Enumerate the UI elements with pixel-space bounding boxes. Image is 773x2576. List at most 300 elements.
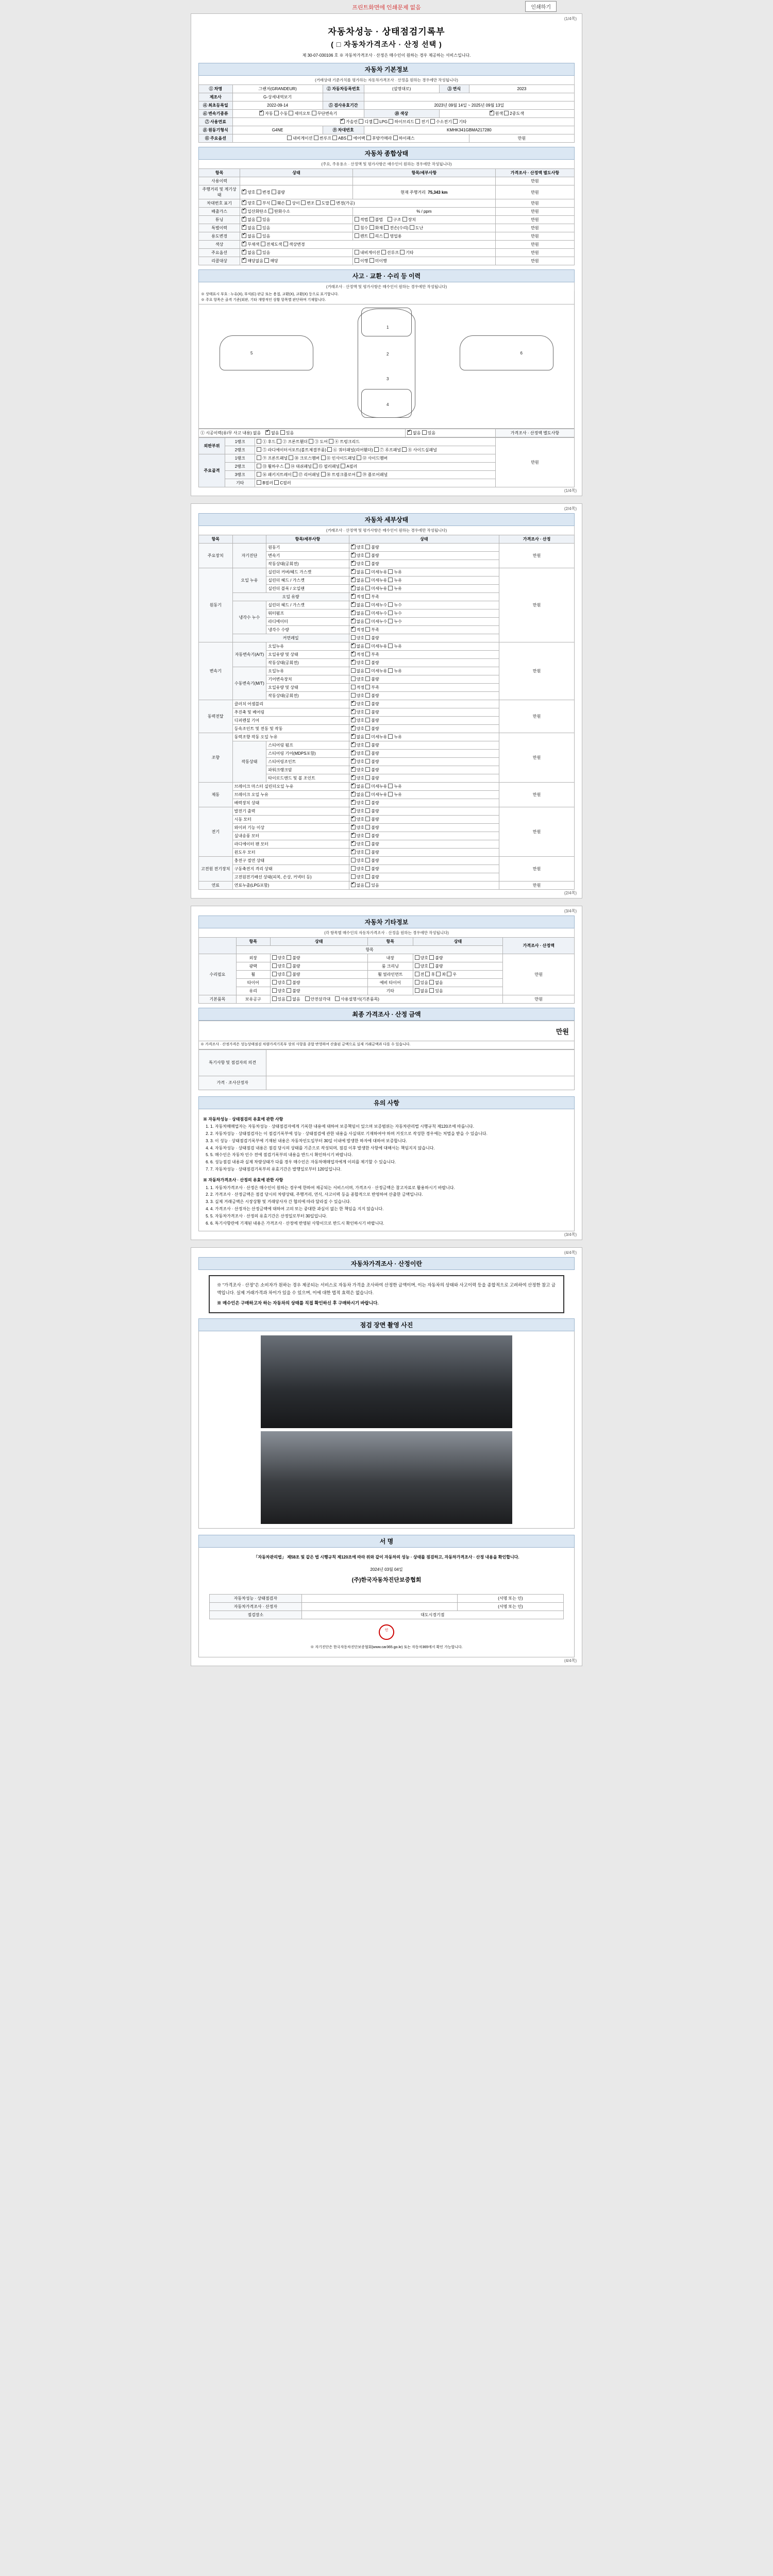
checkbox-mt-leak-none[interactable] (351, 668, 356, 673)
value-fuel-options[interactable]: ✔ 가솔린 디젤 LPG 하이브리드 전기 수소전기 기타 (232, 118, 574, 126)
checkbox-mileage-bad[interactable] (272, 190, 276, 194)
checkbox-glass-good[interactable] (272, 988, 277, 993)
checkbox-polish-good[interactable] (272, 963, 277, 968)
state-commonrail[interactable]: 양호 불량 (349, 634, 499, 642)
checkbox-part-package-tray[interactable] (257, 472, 261, 477)
checkbox-emission-hc[interactable] (268, 209, 273, 213)
state-trans-diag[interactable]: ✔ 양호 불량 (349, 552, 499, 560)
checkbox-part-inside-panel[interactable] (321, 455, 326, 460)
checkbox-tire-good[interactable] (272, 980, 277, 985)
state-clutch[interactable]: ✔ 양호 불량 (349, 700, 499, 708)
checkbox-blower-bad[interactable] (365, 833, 370, 838)
checkbox-fuel-etc[interactable] (453, 119, 458, 124)
state-ps-leak[interactable]: ✔ 없음 미세누유 누유 (349, 733, 499, 741)
checkbox-part-side-member[interactable] (357, 455, 361, 460)
checkbox-window-motor-good[interactable] (351, 850, 356, 854)
checkbox-steering-gear-good[interactable] (351, 751, 356, 755)
row-emission-state[interactable]: ✔ 일산화탄소 탄화수소 (240, 208, 353, 216)
car-damage-diagram[interactable] (198, 304, 575, 429)
checkbox-power-crank-good[interactable] (351, 767, 356, 772)
checkbox-part-door[interactable] (309, 439, 313, 444)
checkbox-commonrail-good[interactable] (351, 635, 356, 640)
checkbox-spare-yes[interactable] (415, 980, 419, 985)
checkbox-part-radiator-support[interactable] (257, 447, 261, 452)
checkbox-brake-master-none[interactable] (351, 784, 356, 788)
checkbox-brake-oil-minor[interactable] (365, 792, 370, 796)
state-tierod[interactable]: ✔ 양호 불량 (349, 774, 499, 783)
checkbox-cvjoint-good[interactable] (351, 726, 356, 731)
state-oil-cover[interactable]: ✔ 없음 미세누유 누유 (349, 568, 499, 577)
checkbox-hv-battery-good[interactable] (351, 866, 356, 871)
row-mainopt-detail[interactable]: 내비게이션 선루프 기타 (352, 249, 495, 257)
checkbox-mt-idle-bad[interactable] (365, 693, 370, 698)
state-wiper[interactable]: ✔ 양호 불량 (349, 824, 499, 832)
parts-frame-rank3-items[interactable]: ⑯ 패키지트레이 ⑰ 리어패널 ⑱ 트렁크플로어 ⑲ 플로어패널 (255, 471, 496, 479)
section-sign-title: 서 명 (198, 1535, 575, 1548)
checkbox-vin-forged[interactable] (301, 200, 306, 205)
checkbox-mileage-changed[interactable] (257, 190, 261, 194)
accident-parts-table (198, 437, 575, 487)
checkbox-part-pillar-panel[interactable] (313, 464, 317, 468)
checkbox-booster-bad[interactable] (365, 800, 370, 805)
accident-legend-left[interactable] (199, 429, 406, 437)
checkbox-recall-notdone[interactable] (369, 258, 374, 263)
checkbox-fuel-leak-none[interactable] (351, 883, 356, 887)
checkbox-oil-amount-low[interactable] (365, 594, 370, 599)
checkbox-fuel-ev[interactable] (415, 119, 420, 124)
state-hv-battery[interactable]: 양호 불량 (349, 865, 499, 873)
row-recall-detail[interactable]: 이행 미이행 (352, 257, 495, 265)
checkbox-color-none[interactable] (242, 242, 246, 246)
checkbox-at-idle-bad[interactable] (365, 660, 370, 665)
checkbox-trans-diag-good[interactable] (351, 553, 356, 557)
checkbox-fuel-leak-yes[interactable] (365, 883, 370, 887)
checkbox-exterior-good[interactable] (272, 955, 277, 960)
etc-state-polish[interactable]: 양호 불량 (270, 962, 368, 971)
checkbox-oil-cover-none[interactable] (351, 569, 356, 574)
etc-state-interior[interactable]: 양호 불량 (413, 954, 503, 962)
checkbox-tierod-good[interactable] (351, 775, 356, 780)
checkbox-exterior-bad[interactable] (287, 955, 291, 960)
checkbox-mt-idle-good[interactable] (351, 693, 356, 698)
checkbox-tuning-yes[interactable] (257, 217, 261, 222)
checkbox-radiator-none[interactable] (351, 619, 356, 623)
state-booster[interactable]: ✔ 양호 불량 (349, 799, 499, 807)
checkbox-tuning-structure[interactable] (388, 217, 392, 222)
checkbox-vin-diff[interactable] (286, 200, 291, 205)
checkbox-opt-nav[interactable] (287, 135, 292, 140)
state-mt-idle[interactable]: 양호 불량 (349, 692, 499, 700)
checkbox-starter-good[interactable] (351, 817, 356, 821)
checkbox-alternator-bad[interactable] (365, 808, 370, 813)
checkbox-mainopt-etc[interactable] (400, 250, 405, 255)
checkbox-part-floor-panel[interactable] (357, 472, 361, 477)
parts-frame-rank2-items[interactable]: ⑬ 휠하우스 ⑭ 대쉬패널 ⑮ 필러패널 A필러 (255, 463, 496, 471)
row-tuning-detail[interactable]: 적법 불법 구조 장치 (352, 216, 495, 224)
checkbox-wheel-good[interactable] (272, 972, 277, 976)
checkbox-brake-oil-leak[interactable] (388, 792, 393, 796)
checkbox-recall-na[interactable] (242, 258, 246, 263)
row-special-detail[interactable]: 침수 화재 전손(수리) 도난 (352, 224, 495, 232)
checkbox-brake-oil-none[interactable] (351, 792, 356, 796)
parts-frame-rank1-items[interactable]: ⑨ 프론트패널 ⑩ 크로스멤버 ⑪ 인사이드패널 ⑫ 사이드멤버 (255, 454, 496, 463)
checkbox-special-yes[interactable] (257, 225, 261, 230)
etc-state-tire[interactable]: 양호 불량 (270, 979, 368, 987)
row-color-state[interactable]: ✔ 무채색 전체도색 색상변경 (240, 241, 496, 249)
checkbox-fuel-hydrogen[interactable] (430, 119, 435, 124)
checkbox-cleaning-bad[interactable] (429, 963, 434, 968)
checkbox-engine-diag-bad[interactable] (365, 545, 370, 549)
etc-price-basic: 만원 (503, 995, 575, 1004)
checkbox-propshaft-bad[interactable] (365, 709, 370, 714)
checkbox-mt-amount-ok[interactable] (351, 685, 356, 689)
checkbox-coolant-head-none[interactable] (351, 602, 356, 607)
etc-state-align[interactable]: 전 후 좌 우 (413, 971, 503, 979)
checkbox-opt-abs[interactable] (332, 135, 337, 140)
checkbox-tools-no[interactable] (287, 996, 291, 1001)
checkbox-tierod-bad[interactable] (365, 775, 370, 780)
checkbox-power-crank-bad[interactable] (365, 767, 370, 772)
final-field-value-2[interactable] (266, 1076, 575, 1090)
etc-state-etc[interactable]: 없음 있음 (413, 987, 503, 995)
checkbox-oil-cover-leak[interactable] (388, 569, 393, 574)
checkbox-charge-port-good[interactable] (351, 858, 356, 862)
final-field-value-1[interactable] (266, 1049, 575, 1076)
row-special-state[interactable]: ✔ 없음 있음 (240, 224, 353, 232)
checkbox-tuning-legal[interactable] (355, 217, 359, 222)
checkbox-radiator-fan-good[interactable] (351, 841, 356, 846)
state-oil-head[interactable]: ✔ 없음 미세누유 누유 (349, 577, 499, 585)
checkbox-oil-amount-ok[interactable] (351, 594, 356, 599)
checkbox-color-full[interactable] (261, 242, 265, 246)
checkbox-wiper-good[interactable] (351, 825, 356, 829)
checkbox-usechange-yes[interactable] (257, 233, 261, 238)
checkbox-part-wheelhouse[interactable] (257, 464, 261, 468)
state-fuel-leak[interactable]: ✔ 없음 있음 (349, 882, 499, 890)
checkbox-vin-corrosion[interactable] (257, 200, 261, 205)
checkbox-color-change[interactable] (283, 242, 288, 246)
checkbox-opt-sunroof[interactable] (314, 135, 318, 140)
checkbox-glass-bad[interactable] (287, 988, 291, 993)
checkbox-clutch-bad[interactable] (365, 701, 370, 706)
state-charge-port[interactable]: 양호 불량 (349, 857, 499, 865)
checkbox-usechange-biz[interactable] (384, 233, 389, 238)
checkbox-vin-damage[interactable] (272, 200, 276, 205)
checkbox-repair-none[interactable] (407, 430, 412, 435)
checkbox-vin-erased[interactable] (316, 200, 321, 205)
checkbox-trans-diag-bad[interactable] (365, 553, 370, 557)
state-waterpump[interactable]: ✔ 없음 미세누수 누수 (349, 609, 499, 618)
checkbox-hv-wiring-good[interactable] (351, 874, 356, 879)
sign-row-value: 대도시경기점 (301, 1611, 563, 1619)
checkbox-diff-good[interactable] (351, 718, 356, 722)
state-mt-amount[interactable]: 적정 부족 (349, 684, 499, 692)
state-alternator[interactable]: ✔ 양호 불량 (349, 807, 499, 816)
checkbox-waterpump-leak[interactable] (388, 611, 393, 615)
parts-outer-rank2-items[interactable]: ⑤ 라디에이터서포트(볼트체결부품) ⑥ 쿼터패널(리어휀더) ⑦ 루프패널 ⑧ 사이드실패널 (255, 446, 496, 454)
checkbox-oil-head-leak[interactable] (388, 578, 393, 582)
state-diff[interactable]: ✔ 양호 불량 (349, 717, 499, 725)
checkbox-fuel-lpg[interactable] (374, 119, 378, 124)
checkbox-accident-yes[interactable] (280, 430, 285, 435)
checkbox-fuel-hybrid[interactable] (389, 119, 393, 124)
checkbox-trans-semi[interactable] (289, 111, 293, 115)
etc-state-basic[interactable]: 있음 없음 안전삼각대 사용설명서(기본품목) (270, 995, 503, 1004)
checkbox-commonrail-bad[interactable] (365, 635, 370, 640)
checkbox-radiator-fan-bad[interactable] (365, 841, 370, 846)
row-mileage-state[interactable]: ✔양호 변경 불량 (240, 185, 353, 199)
state-at-idle[interactable]: ✔ 양호 불량 (349, 659, 499, 667)
checkbox-part-dash-panel[interactable] (285, 464, 290, 468)
inspection-photo-front (261, 1335, 512, 1428)
checkbox-radiator-minor[interactable] (365, 619, 370, 623)
etc-state-cleaning[interactable]: 양호 불량 (413, 962, 503, 971)
checkbox-special-total[interactable] (384, 225, 389, 230)
checkbox-charge-port-bad[interactable] (365, 858, 370, 862)
state-brake-master[interactable]: ✔ 없음 미세누유 누유 (349, 783, 499, 791)
checkbox-mt-gear-bad[interactable] (365, 676, 370, 681)
row-usechange-state[interactable]: ✔ 없음 있음 (240, 232, 353, 241)
checkbox-waterpump-none[interactable] (351, 611, 356, 615)
accident-legend-right[interactable]: ✔ 없음 있음 (405, 429, 495, 437)
row-vin-state[interactable]: ✔ 양호 부식 훼손 상이 변조 도말 변경(가공) (240, 199, 496, 208)
checkbox-part-sidesill[interactable] (402, 447, 407, 452)
checkbox-wiper-bad[interactable] (365, 825, 370, 829)
state-oil-amount[interactable]: ✔ 적정 부족 (349, 593, 499, 601)
state-steering-pump[interactable]: ✔ 양호 불량 (349, 741, 499, 750)
row-recall-state[interactable]: ✔ 해당없음 해당 (240, 257, 353, 265)
checkbox-trans-auto[interactable] (259, 111, 264, 115)
checkbox-part-cross-member[interactable] (289, 455, 293, 460)
checkbox-idle-bad[interactable] (365, 561, 370, 566)
state-idle[interactable]: ✔ 양호 불량 (349, 560, 499, 568)
row-usechange-detail[interactable]: 렌트 리스 영업용 (352, 232, 495, 241)
etc-state-glass[interactable]: 양호 불량 (270, 987, 368, 995)
checkbox-alternator-good[interactable] (351, 808, 356, 813)
state-radiator[interactable]: ✔ 없음 미세누수 누수 (349, 618, 499, 626)
checkbox-idle-good[interactable] (351, 561, 356, 566)
checkbox-repair-yes[interactable] (422, 430, 427, 435)
checkbox-diff-bad[interactable] (365, 718, 370, 722)
checkbox-blower-good[interactable] (351, 833, 356, 838)
checkbox-oil-block-minor[interactable] (365, 586, 370, 590)
checkbox-oil-cover-minor[interactable] (365, 569, 370, 574)
checkbox-coolant-head-leak[interactable] (388, 602, 393, 607)
state-coolant-amount[interactable]: ✔ 적정 부족 (349, 626, 499, 634)
row-tuning-state[interactable]: ✔ 없음 있음 (240, 216, 353, 224)
checkbox-steering-joint-bad[interactable] (365, 759, 370, 764)
checkbox-at-amount-low[interactable] (365, 652, 370, 656)
checkbox-align-left[interactable] (436, 972, 441, 976)
checkbox-oil-block-leak[interactable] (388, 586, 393, 590)
checkbox-oil-head-none[interactable] (351, 578, 356, 582)
state-oil-block[interactable]: ✔ 없음 미세누유 누유 (349, 585, 499, 593)
checkbox-steering-pump-good[interactable] (351, 742, 356, 747)
checkbox-interior-bad[interactable] (429, 955, 434, 960)
checkbox-part-front-fender[interactable] (277, 439, 281, 444)
checkbox-ps-leak-minor[interactable] (365, 734, 370, 739)
parts-outer-rank1-items[interactable]: ① 후드 ② 프론트휀더 ③ 도어 ④ 트렁크리드 (255, 438, 496, 446)
checkbox-part-trunk-floor[interactable] (321, 472, 326, 477)
value-trans-options[interactable]: ✔ 자동 수동 세미오토 무단변속기 (232, 110, 364, 118)
sign-row-value[interactable] (301, 1603, 457, 1611)
checkbox-oil-head-minor[interactable] (365, 578, 370, 582)
checkbox-etc-none[interactable] (415, 988, 419, 993)
state-propshaft[interactable]: ✔ 양호 불량 (349, 708, 499, 717)
etc-state-wheel[interactable]: 양호 불량 (270, 971, 368, 979)
checkbox-mainopt-none[interactable] (242, 250, 246, 255)
checkbox-waterpump-minor[interactable] (365, 611, 370, 615)
checkbox-oil-block-none[interactable] (351, 586, 356, 590)
checkbox-opt-camera[interactable] (366, 135, 371, 140)
checkbox-at-leak-minor[interactable] (365, 643, 370, 648)
etc-state-spare[interactable]: 있음 없음 (413, 979, 503, 987)
checkbox-part-hood[interactable] (257, 439, 261, 444)
checkbox-align-rear[interactable] (425, 972, 430, 976)
checkbox-at-idle-good[interactable] (351, 660, 356, 665)
car-side-right-view (460, 335, 553, 370)
checkbox-mainopt-yes[interactable] (257, 250, 261, 255)
checkbox-part-quarter[interactable] (327, 447, 332, 452)
checkbox-usechange-none[interactable] (242, 233, 246, 238)
checkbox-triangle-yes[interactable] (305, 996, 310, 1001)
checkbox-mainopt-sunroof[interactable] (381, 250, 386, 255)
state-mt-gear[interactable]: 양호 불량 (349, 675, 499, 684)
checkbox-ps-leak-none[interactable] (351, 734, 356, 739)
checkbox-wheel-bad[interactable] (287, 972, 291, 976)
checkbox-mainopt-nav[interactable] (355, 250, 359, 255)
checkbox-clutch-good[interactable] (351, 701, 356, 706)
checkbox-accident-none[interactable] (265, 430, 270, 435)
checkbox-part-rear-panel[interactable] (293, 472, 297, 477)
checkbox-fuel-gasoline[interactable] (340, 119, 345, 124)
value-color-options[interactable]: ✔ 원색 2중도색 (439, 110, 574, 118)
state-coolant-head[interactable]: ✔ 없음 미세누수 누수 (349, 601, 499, 609)
state-at-amount[interactable]: ✔ 적정 부족 (349, 651, 499, 659)
checkbox-engine-diag-good[interactable] (351, 545, 356, 549)
checkbox-radiator-leak[interactable] (388, 619, 393, 623)
checkbox-window-motor-bad[interactable] (365, 850, 370, 854)
checkbox-special-none[interactable] (242, 225, 246, 230)
checkbox-part-roof[interactable] (374, 447, 379, 452)
checkbox-opt-hipass[interactable] (393, 135, 398, 140)
checkbox-brake-master-minor[interactable] (365, 784, 370, 788)
checkbox-manual-yes[interactable] (335, 996, 340, 1001)
state-cvjoint[interactable]: ✔ 양호 불량 (349, 725, 499, 733)
print-button[interactable]: 인쇄하기 (525, 1, 557, 12)
sign-row-value[interactable] (301, 1595, 457, 1603)
checkbox-part-front-panel[interactable] (257, 455, 261, 460)
checkbox-interior-good[interactable] (415, 955, 419, 960)
checkbox-hv-wiring-bad[interactable] (365, 874, 370, 879)
checkbox-coolant-amount-low[interactable] (365, 627, 370, 632)
checkbox-mt-leak-minor[interactable] (365, 668, 370, 673)
checkbox-recall-done[interactable] (355, 258, 359, 263)
checkbox-mileage-good[interactable] (242, 190, 246, 194)
checkbox-propshaft-good[interactable] (351, 709, 356, 714)
checkbox-brake-master-leak[interactable] (388, 784, 393, 788)
value-option-list[interactable]: 내비게이션 썬루프 ABS 에어백 후방카메라 하이패스 (232, 134, 469, 143)
checkbox-part-c-pillar[interactable] (274, 480, 279, 485)
state-radiator-fan[interactable]: ✔ 양호 불량 (349, 840, 499, 849)
checkbox-mt-amount-low[interactable] (365, 685, 370, 689)
checkbox-at-amount-ok[interactable] (351, 652, 356, 656)
checkbox-emission-co[interactable] (242, 209, 246, 213)
parts-frame-etc-items[interactable]: B필러 C필러 (255, 479, 496, 487)
checkbox-starter-bad[interactable] (365, 817, 370, 821)
checkbox-usechange-rent[interactable] (355, 233, 359, 238)
state-mt-leak[interactable]: 없음 미세누유 누유 (349, 667, 499, 675)
checkbox-steering-pump-bad[interactable] (365, 742, 370, 747)
checkbox-tuning-illegal[interactable] (369, 217, 374, 222)
checkbox-polish-bad[interactable] (287, 963, 291, 968)
checkbox-tools-yes[interactable] (272, 996, 277, 1001)
checkbox-at-leak-none[interactable] (351, 643, 356, 648)
checkbox-align-front[interactable] (415, 972, 419, 976)
checkbox-spare-no[interactable] (429, 980, 434, 985)
checkbox-at-leak-leak[interactable] (388, 643, 393, 648)
checkbox-part-a-pillar[interactable] (341, 464, 345, 468)
checkbox-booster-good[interactable] (351, 800, 356, 805)
state-hv-wiring[interactable]: 양호 불량 (349, 873, 499, 882)
checkbox-trans-manual[interactable] (274, 111, 279, 115)
diagram-marker-4: 4 (386, 402, 389, 407)
checkbox-vin-modified[interactable] (330, 200, 335, 205)
state-engine-diag[interactable]: ✔ 양호 불량 (349, 544, 499, 552)
checkbox-ps-leak-leak[interactable] (388, 734, 393, 739)
checkbox-color-two[interactable] (504, 111, 509, 115)
checkbox-steering-joint-good[interactable] (351, 759, 356, 764)
checkbox-fuel-diesel[interactable] (359, 119, 363, 124)
state-at-leak[interactable]: ✔ 없음 미세누유 누유 (349, 642, 499, 651)
checkbox-special-theft[interactable] (410, 225, 414, 230)
checkbox-color-solid[interactable] (490, 111, 494, 115)
checkbox-mt-leak-leak[interactable] (388, 668, 393, 673)
checkbox-usechange-lease[interactable] (369, 233, 374, 238)
checkbox-part-b-pillar[interactable] (257, 480, 261, 485)
state-steering-joint[interactable]: ✔ 양호 불량 (349, 758, 499, 766)
checkbox-tuning-none[interactable] (242, 217, 246, 222)
state-blower[interactable]: ✔ 양호 불량 (349, 832, 499, 840)
checkbox-part-trunk-lid[interactable] (329, 439, 333, 444)
state-power-crank[interactable]: ✔ 양호 불량 (349, 766, 499, 774)
checkbox-coolant-amount-ok[interactable] (351, 627, 356, 632)
checkbox-coolant-head-minor[interactable] (365, 602, 370, 607)
etc-header-item-b: 항목 (368, 938, 413, 946)
checkbox-mt-gear-good[interactable] (351, 676, 356, 681)
checkbox-steering-gear-bad[interactable] (365, 751, 370, 755)
state-starter[interactable]: ✔ 양호 불량 (349, 816, 499, 824)
state-steering-gear[interactable]: ✔ 양호 불량 (349, 750, 499, 758)
checkbox-trans-cvt[interactable] (312, 111, 316, 115)
etc-state-exterior[interactable]: 양호 불량 (270, 954, 368, 962)
checkbox-opt-airbag[interactable] (347, 135, 352, 140)
checkbox-special-flood[interactable] (355, 225, 359, 230)
checkbox-cvjoint-bad[interactable] (365, 726, 370, 731)
checkbox-recall-yes[interactable] (264, 258, 269, 263)
checkbox-tuning-device[interactable] (402, 217, 407, 222)
checkbox-etc-yes[interactable] (429, 988, 434, 993)
checkbox-align-right[interactable] (447, 972, 451, 976)
state-brake-oil[interactable]: ✔ 없음 미세누유 누유 (349, 791, 499, 799)
checkbox-cleaning-good[interactable] (415, 963, 419, 968)
checkbox-special-fire[interactable] (369, 225, 374, 230)
checkbox-hv-battery-bad[interactable] (365, 866, 370, 871)
checkbox-vin-good[interactable] (242, 200, 246, 205)
row-mainopt-state[interactable]: ✔ 없음 있음 (240, 249, 353, 257)
state-window-motor[interactable]: ✔ 양호 불량 (349, 849, 499, 857)
checkbox-tire-bad[interactable] (287, 980, 291, 985)
